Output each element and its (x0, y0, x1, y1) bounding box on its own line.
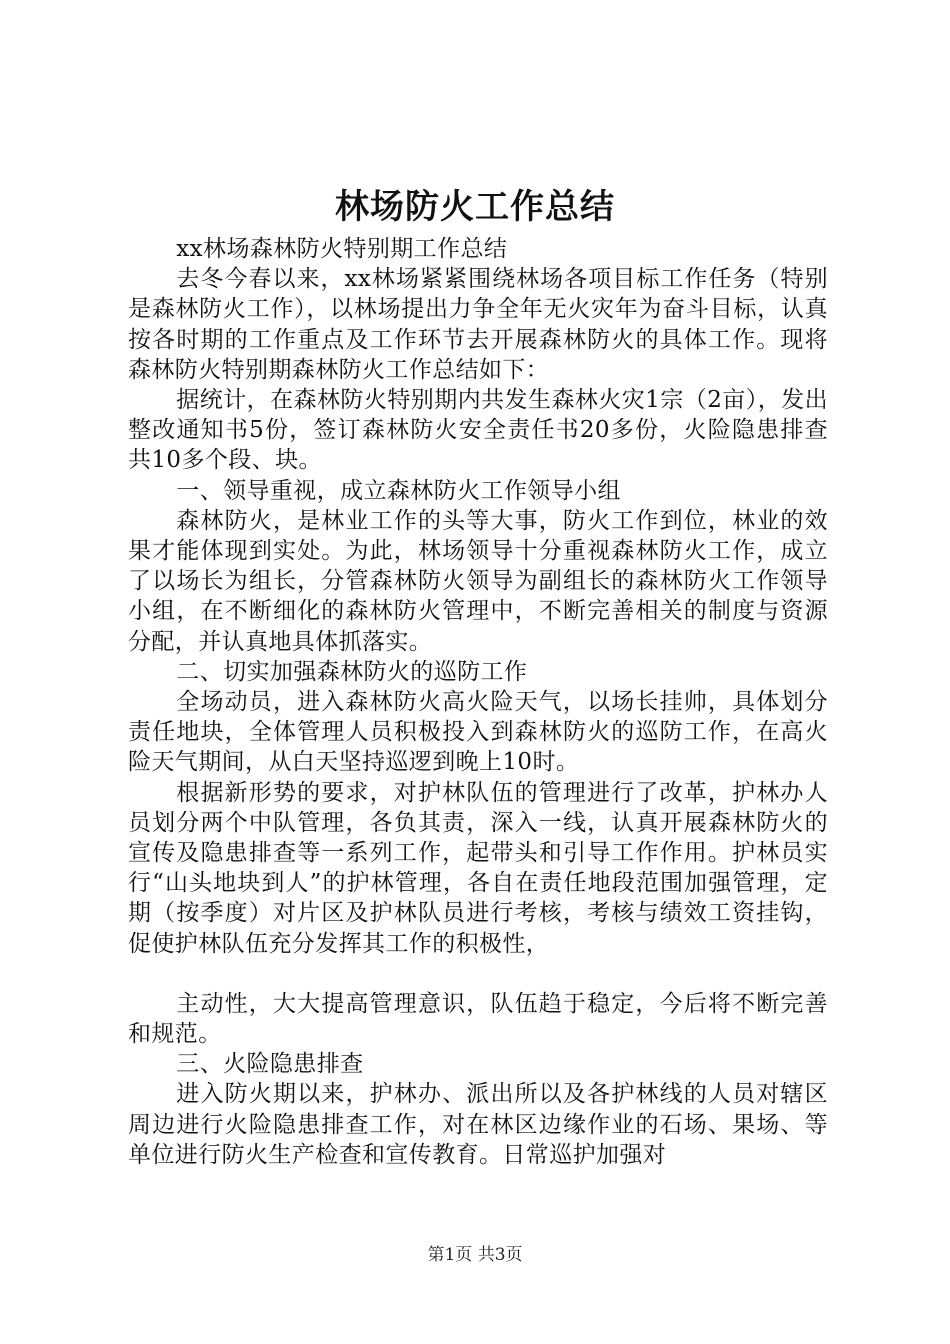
document-body (128, 234, 828, 1170)
reform-paragraph: 根据新形势的要求，对护林队伍的管理进行了改革，护林办人员划分两个中队管理，各负其责，深入一线，认真开展森林防火的宣传及隐患排查等一系列工作，起带头和引导工作作用。护林员实行“山头地块到人”的护林管理，各自在责任地段范围加强管理，定期（按季度）对片区及护林队员进行考核，考核与绩效工资挂钩，促使护林队伍充分发挥其工作的积极性， (128, 779, 828, 957)
subtitle-paragraph: xx林场森林防火特别期工作总结 (176, 236, 508, 262)
document-title: 林场防火工作总结 (335, 187, 615, 227)
statistics-paragraph: 据统计，在森林防火特别期内共发生森林火灾1宗（2亩），发出整改通知书5份，签订森林防火安全责任书20多份，火险隐患排查共10多个段、块。 (128, 387, 828, 474)
page-number-footer: 第1页 共3页 (427, 1245, 523, 1265)
patrol-paragraph: 全场动员，进入森林防火高火险天气，以场长挂帅，具体划分责任地块，全体管理人员积极投入到森林防火的巡防工作，在高火险天气期间，从白天坚持巡逻到晚上10时。 (128, 689, 828, 776)
intro-paragraph: 去冬今春以来，xx林场紧紧围绕林场各项目标工作任务（特别是森林防火工作），以林场提出力争全年无火灾年为奋斗目标，认真按各时期的工作重点及工作环节去开展森林防火的具体工作。现将森林防火特别期森林防火工作总结如下： (128, 266, 828, 383)
hazard-paragraph: 进入防火期以来，护林办、派出所以及各护林线的人员对辖区周边进行火险隐患排查工作，对在林区边缘作业的石场、果场、等单位进行防火生产检查和宣传教育。日常巡护加强对 (128, 1081, 828, 1168)
leadership-paragraph: 森林防火，是林业工作的头等大事，防火工作到位，林业的效果才能体现到实处。为此，林场领导十分重视森林防火工作，成立了以场长为组长，分管森林防火领导为副组长的森林防火工作领导小组，在不断细化的森林防火管理中，不断完善相关的制度与资源分配，并认真地具体抓落实。 (128, 507, 828, 655)
section-heading-hazard: 三、火险隐患排查 (176, 1051, 364, 1078)
reform-continuation-paragraph: 主动性，大大提高管理意识，队伍趋于稳定，今后将不断完善和规范。 (128, 990, 828, 1048)
section-heading-patrol: 二、切实加强森林防火的巡防工作 (176, 658, 528, 685)
section-heading-leadership: 一、领导重视，成立森林防火工作领导小组 (176, 477, 621, 504)
